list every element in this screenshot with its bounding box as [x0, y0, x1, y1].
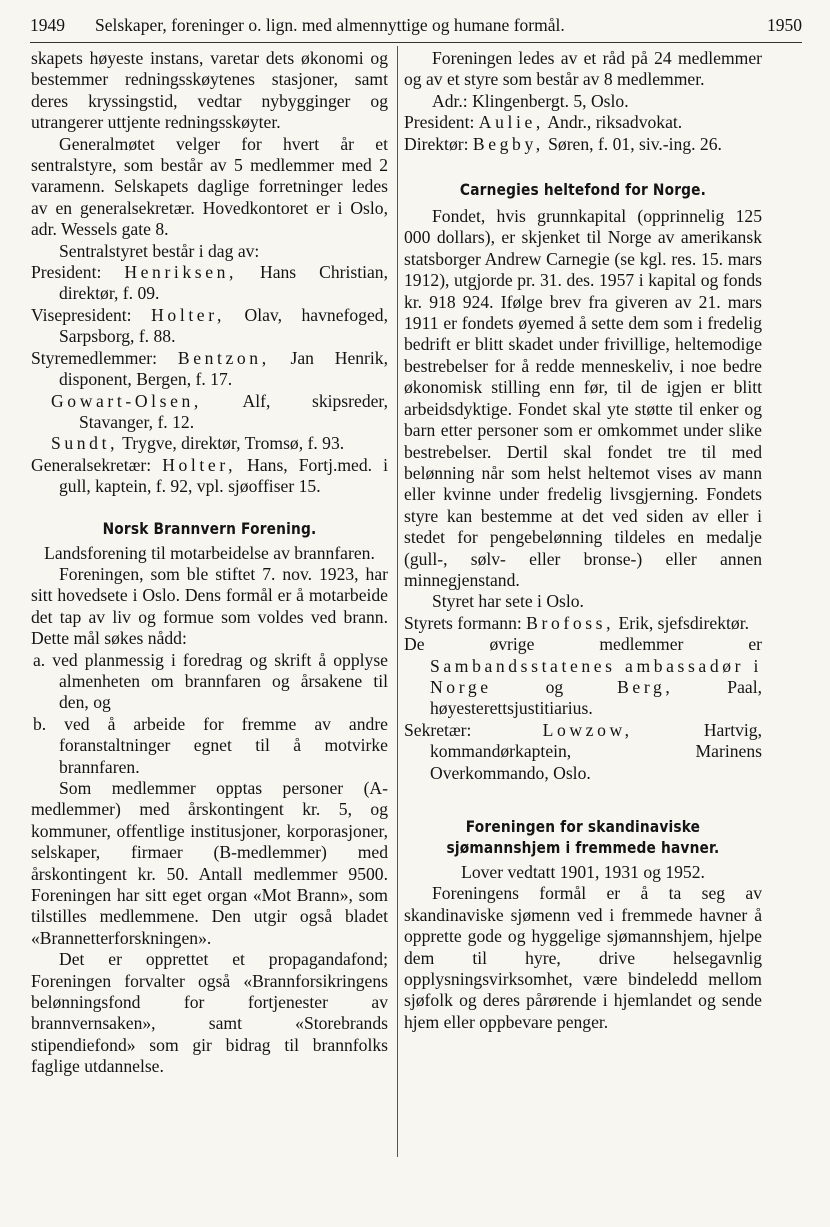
paragraph: Det er opprettet et propagandafond; Foreningen forvalter også «Brannforsikringens belønningsfond for fortjenester av brannvernsaken», samt «Storebrands stipendiefond» som gir bidrag til brannfolks faglige utdannelse. [31, 949, 388, 1077]
address: Adr.: Klingenbergt. 5, Oslo. [432, 90, 629, 111]
general-secretary-entry: Generalsekretær: Holter, Hans, Fortj.med. i gull, kaptein, f. 92, vpl. sjøoffiser 15. [31, 454, 388, 497]
section-heading: Carnegies heltefond for Norge. [459, 180, 707, 200]
president-entry: President: Henriksen, Hans Christian, direktør, f. 09. [31, 262, 389, 304]
paragraph: Fondet, hvis grunnkapital (opprinnelig 125 000 dollars), er skjenket til Norge av amerikansk statsborger Andrew Carnegie (se kgl. res. 15. mars 1912), utgjorde pr. 31. des. 1957 i kapital og fonds kr. 918 924. Ifølge brev fra giveren av 21. mars 1911 er fondets øyemed å sette dem som i fredelig bedrift er blitt skadet under frivillige, heltemodige bestrebelser for å redde menneskeliv, i noe bedre økonomisk stilling enn før, til de igjen er blitt arbeidsdyktige. Fondet skal yte støtte til enker og barn etter personer som er omkommet under slike bestrebelser. Dertil skal fondet tre til med belønning når som helst heltemot vises av mann eller kvinne under fredelig livsgjerning. Fondets styre kan bestemme at det ved siden av eller i stedet for pengebelønning tildeles en medalje (gull-, sølv- eller bronse-) eller annen minnegjenstand. [404, 206, 762, 590]
column-divider [397, 46, 398, 1157]
list-item: a. ved planmessig i foredrag og skrift å opplyse almenheten om brannfaren og årsakene til den, og [33, 649, 388, 713]
paragraph: Foreningen ledes av et råd på 24 medlemmer og av et styre som består av 8 medlemmer. [404, 48, 762, 90]
vice-president-entry: Visepresident: Holter, Olav, havnefoged, Sarpsborg, f. 88. [31, 304, 388, 347]
members-entry: De øvrige medlemmer er Sambandsstatenes ambassadør i Norge og Berg, Paal, høyesterettsjustitiarius. [404, 634, 762, 719]
running-title: Selskaper, foreninger o. lign. med almennyttige og humane formål. [95, 15, 565, 35]
paragraph: Foreningen, som ble stiftet 7. nov. 1923, har sitt hovedsete i Oslo. Dens formål er å motarbeide det tap av liv og formue som voldes ved brann. Dette mål søkes nådd: [31, 563, 388, 649]
paragraph: skapets høyeste instans, varetar dets økonomi og bestemmer redningsskøytenes stasjoner, samt deres kryssingstid, vedtar nybygginger og utrangerer uttjente redningsskøyter. [31, 48, 388, 133]
section-subtitle: Landsforening til motarbeidelse av brannfaren. [44, 542, 375, 563]
list-item: b. ved å arbeide for fremme av andre foranstaltninger egnet til å motvirke brannfaren. [33, 713, 388, 777]
right-column [404, 48, 762, 1033]
paragraph: Foreningens formål er å ta seg av skandinaviske sjømenn ved i fremmede havner å opprette gode og hyggelige sjømannshjem, hjelpe dem til hyre, drive helsegavnlig opplysningsvirksomhet, være bindeledd mellom sjøfolk og deres pårørende i hjemlandet og sende hjem eller oppbevare penger. [404, 883, 762, 1032]
paragraph: Sentralstyret består i dag av: [59, 240, 260, 261]
paragraph: Styret har sete i Oslo. [432, 591, 584, 612]
section-heading: Foreningen for skandinaviske sjømannshjem i fremmede havner. [446, 817, 720, 857]
board-member-entry: Sundt, Trygve, direktør, Tromsø, f. 93. [51, 433, 345, 454]
page-number-left: 1949 [30, 15, 65, 35]
board-member-entry: Gowart-Olsen, Alf, skipsreder, Stavanger, f. 12. [51, 390, 388, 432]
secretary-entry: Sekretær: Lowzow, Hartvig, kommandørkaptein, Marinens Overkommando, Oslo. [404, 719, 762, 783]
paragraph: Generalmøtet velger for hvert år et sentralstyre, som består av 5 medlemmer med 2 varamenn. Selskapets daglige forretninger ledes av en generalsekretær. Hovedkontoret er i Oslo, adr. Wessels gate 8. [31, 133, 388, 240]
section-heading: Norsk Brannvern Forening. [102, 518, 317, 538]
president-entry: President: Aulie, Andr., riksadvokat. [404, 112, 683, 133]
chair-entry: Styrets formann: Brofoss, Erik, sjefsdirektør. [404, 612, 749, 633]
paragraph: Som medlemmer opptas personer (A-medlemmer) med årskontingent kr. 5, og kommuner, offentlige institusjoner, korporasjoner, selskaper, firmaer (B-medlemmer) med årskontingent kr. 50. Antall medlemmer 9500. Foreningen har sitt eget organ «Mot Brann», som tilstilles medlemmene. Den utgir også bladet «Brannetterforskningen». [31, 778, 388, 948]
board-member-entry: Styremedlemmer: Bentzon, Jan Henrik, disponent, Bergen, f. 17. [31, 347, 388, 390]
header-rule [30, 42, 802, 43]
left-column [31, 48, 388, 1078]
page-header [30, 10, 802, 40]
page-number-right: 1950 [767, 15, 802, 35]
section-subtitle: Lover vedtatt 1901, 1931 og 1952. [461, 862, 705, 882]
director-entry: Direktør: Begby, Søren, f. 01, siv.-ing. 26. [404, 133, 722, 154]
